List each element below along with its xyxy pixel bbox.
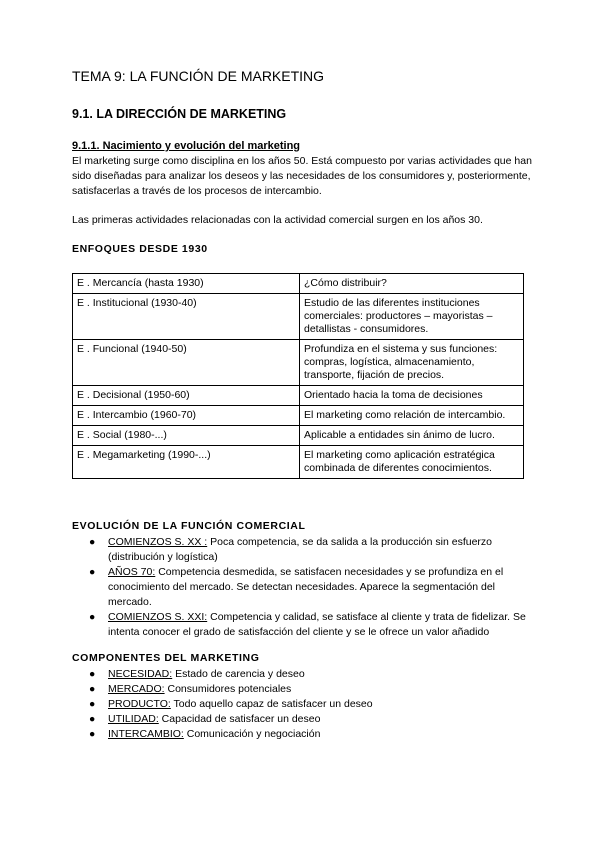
evolucion-list	[72, 535, 532, 640]
enfoque-cell: E . Mercancía (hasta 1930)	[73, 274, 300, 294]
description-cell: Estudio de las diferentes instituciones comerciales: productores – mayoristas – detallistas - consumidores.	[300, 294, 524, 340]
list-item-term: COMIENZOS S. XX :	[108, 536, 208, 548]
list-item-text: Capacidad de satisfacer un deseo	[158, 713, 321, 725]
description-cell: Orientado hacia la toma de decisiones	[300, 386, 524, 406]
bullet-icon: ●	[89, 683, 96, 695]
list-item-text: Poca competencia, se da salida a la producción sin esfuerzo (distribución y logística)	[108, 536, 493, 563]
description-cell: Profundiza en el sistema y sus funciones: compras, logística, almacenamiento, transporte, fijación de precios.	[300, 340, 524, 386]
list-item-text: Competencia y calidad, se satisface al cliente y trata de fidelizar. Se intenta conocer el grado de satisfacción del cliente y se le ofrece un valor añadido	[108, 611, 526, 638]
list-item	[72, 727, 532, 742]
description-cell: ¿Cómo distribuir?	[300, 274, 524, 294]
enfoque-cell: E . Funcional (1940-50)	[73, 340, 300, 386]
list-item-term: MERCADO:	[108, 683, 165, 695]
description-cell: El marketing como aplicación estratégica combinada de diferentes conocimientos.	[300, 446, 524, 479]
enfoque-cell: E . Decisional (1950-60)	[73, 386, 300, 406]
componentes-heading: COMPONENTES DEL MARKETING	[72, 652, 260, 664]
evolucion-heading: EVOLUCIÓN DE LA FUNCIÓN COMERCIAL	[72, 520, 306, 532]
list-item	[72, 682, 532, 697]
description-cell: El marketing como relación de intercambio.	[300, 406, 524, 426]
list-item-term: UTILIDAD:	[108, 713, 159, 725]
document-title: TEMA 9: LA FUNCIÓN DE MARKETING	[72, 68, 325, 84]
enfoque-cell: E . Institucional (1930-40)	[73, 294, 300, 340]
list-item-text: Estado de carencia y deseo	[172, 668, 305, 680]
list-item-text: Competencia desmedida, se satisfacen necesidades y se profundiza en el conocimiento del mercado. Se detectan necesidades. Aparece la segmentación del mercado.	[108, 566, 504, 608]
table-row	[73, 386, 524, 406]
table-row	[73, 274, 524, 294]
enfoque-cell: E . Social (1980-...)	[73, 426, 300, 446]
list-item-text: Comunicación y negociación	[183, 728, 321, 740]
bullet-icon: ●	[89, 611, 96, 623]
enfoque-cell: E . Megamarketing (1990-...)	[73, 446, 300, 479]
list-item	[72, 712, 532, 727]
enfoques-table	[72, 273, 524, 479]
list-item	[72, 535, 532, 565]
list-item-text: Todo aquello capaz de satisfacer un deseo	[170, 698, 373, 710]
list-item	[72, 697, 532, 712]
list-item	[72, 565, 532, 610]
enfoques-heading: ENFOQUES DESDE 1930	[72, 243, 208, 255]
bullet-icon: ●	[89, 728, 96, 740]
bullet-icon: ●	[89, 713, 96, 725]
list-item-term: COMIENZOS S. XXI:	[108, 611, 208, 623]
second-paragraph: Las primeras actividades relacionadas con la actividad comercial surgen en los años 30.	[72, 214, 483, 226]
bullet-icon: ●	[89, 668, 96, 680]
list-item-term: NECESIDAD:	[108, 668, 173, 680]
bullet-icon: ●	[89, 536, 96, 548]
description-cell: Aplicable a entidades sin ánimo de lucro.	[300, 426, 524, 446]
enfoque-cell: E . Intercambio (1960-70)	[73, 406, 300, 426]
bullet-icon: ●	[89, 698, 96, 710]
subsection-heading: 9.1.1. Nacimiento y evolución del marketing	[72, 140, 301, 152]
list-item-text: Consumidores potenciales	[164, 683, 292, 695]
section-heading: 9.1. LA DIRECCIÓN DE MARKETING	[72, 107, 287, 121]
componentes-list	[72, 667, 532, 742]
list-item-term: PRODUCTO:	[108, 698, 171, 710]
table-row	[73, 446, 524, 479]
table-row	[73, 426, 524, 446]
table-row	[73, 294, 524, 340]
intro-paragraph: El marketing surge como disciplina en los años 50. Está compuesto por varias actividades que han sido diseñadas para analizar los deseos y las necesidades de los consumidores y, posteriormente, satisfacerlas a través de los procesos de intercambio.	[72, 155, 532, 197]
list-item	[72, 610, 532, 640]
table-row	[73, 340, 524, 386]
table-row	[73, 406, 524, 426]
list-item-term: INTERCAMBIO:	[108, 728, 184, 740]
list-item	[72, 667, 532, 682]
bullet-icon: ●	[89, 566, 96, 578]
list-item-term: AÑOS 70:	[108, 566, 156, 578]
